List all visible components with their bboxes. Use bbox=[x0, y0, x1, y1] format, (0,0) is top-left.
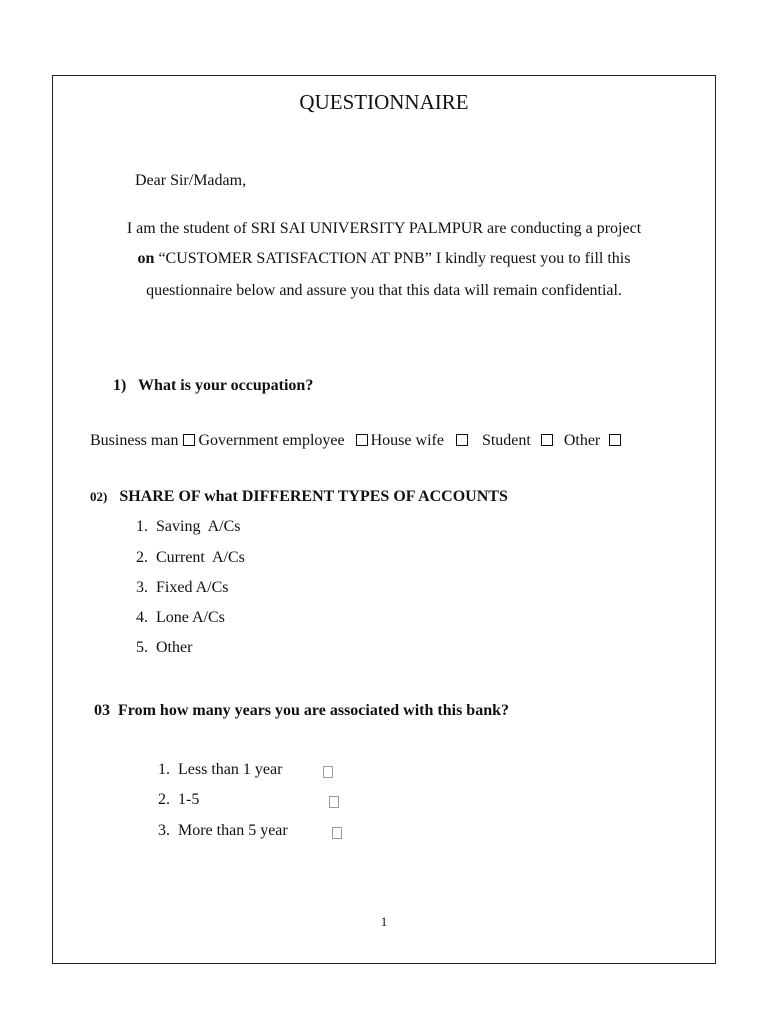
intro-line-2-text: “CUSTOMER SATISFACTION AT PNB” I kindly request you to fill this bbox=[154, 250, 631, 267]
intro-line-2 bbox=[0, 250, 768, 268]
account-type-item: 3. Fixed A/Cs bbox=[136, 579, 229, 596]
option-student-checkbox[interactable] bbox=[541, 434, 553, 446]
occupation-options bbox=[90, 432, 624, 450]
option-other-label: Other bbox=[563, 432, 601, 449]
years-option-label: 2. 1-5 bbox=[158, 791, 200, 808]
option-student-label: Student bbox=[481, 432, 531, 449]
question-2-label bbox=[90, 488, 508, 506]
page-title: QUESTIONNAIRE bbox=[299, 90, 469, 114]
option-house-wife-label: House wife bbox=[370, 432, 444, 449]
option-government-employee-label: Government employee bbox=[198, 432, 345, 449]
account-type-item: 1. Saving A/Cs bbox=[136, 518, 241, 535]
option-house-wife-checkbox[interactable] bbox=[456, 434, 468, 446]
option-government-employee-checkbox[interactable] bbox=[356, 434, 368, 446]
account-type-item: 4. Lone A/Cs bbox=[136, 609, 225, 626]
question-3-label: 03 From how many years you are associated with this bank? bbox=[94, 702, 509, 719]
years-option-label: 3. More than 5 year bbox=[158, 822, 288, 839]
intro-line-1: I am the student of SRI SAI UNIVERSITY PALMPUR are conducting a project bbox=[126, 220, 642, 237]
account-type-item: 2. Current A/Cs bbox=[136, 549, 245, 566]
intro-bold-word: on bbox=[137, 250, 155, 267]
question-2-number: 02) bbox=[90, 489, 108, 504]
option-business-man-label: Business man bbox=[90, 432, 179, 449]
option-business-man-checkbox[interactable] bbox=[183, 434, 195, 446]
option-other-checkbox[interactable] bbox=[609, 434, 621, 446]
question-1-label: 1) What is your occupation? bbox=[113, 377, 314, 394]
years-option-checkbox[interactable] bbox=[329, 796, 339, 808]
page-number: 1 bbox=[380, 914, 388, 929]
question-2-text: SHARE OF what DIFFERENT TYPES OF ACCOUNTS bbox=[119, 488, 508, 505]
years-option-checkbox[interactable] bbox=[332, 827, 342, 839]
years-option-label: 1. Less than 1 year bbox=[158, 761, 283, 778]
account-type-item: 5. Other bbox=[136, 639, 193, 656]
salutation: Dear Sir/Madam, bbox=[135, 172, 247, 189]
years-option-checkbox[interactable] bbox=[323, 766, 333, 778]
intro-line-3: questionnaire below and assure you that this data will remain confidential. bbox=[146, 282, 622, 299]
